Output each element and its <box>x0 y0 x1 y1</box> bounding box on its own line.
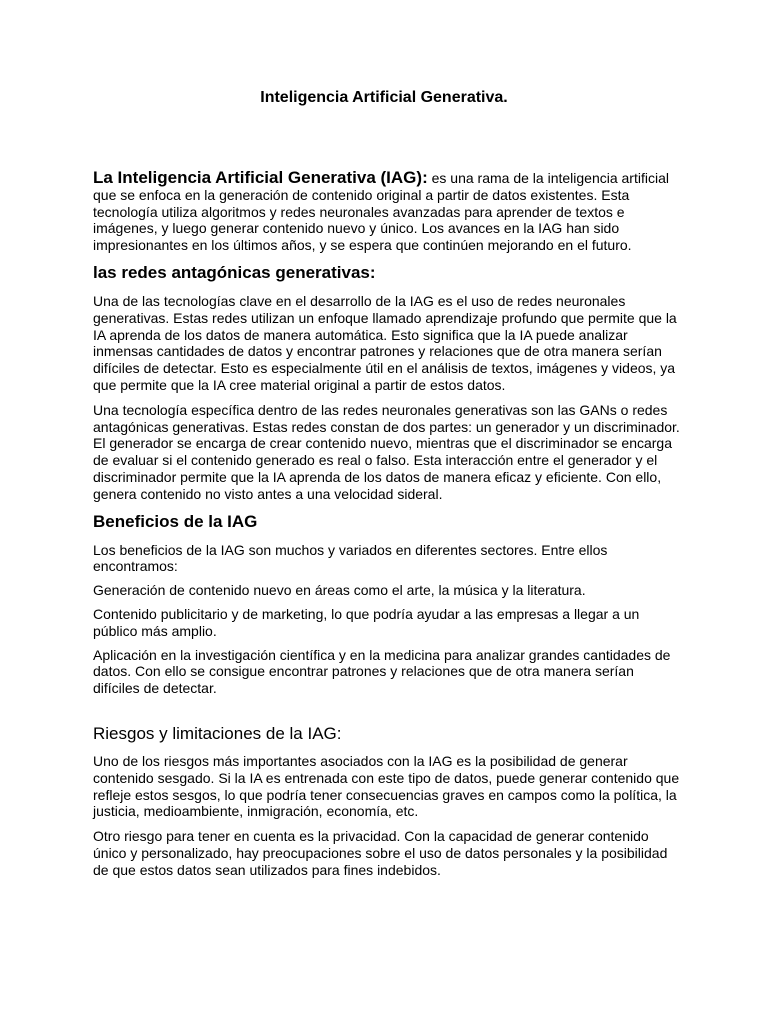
paragraph-beneficios-4: Aplicación en la investigación científica y en la medicina para analizar grandes cantidades de datos. Con ello se consigue encontrar patrones y relaciones que de otra manera serían difíciles de detectar. <box>93 646 671 697</box>
paragraph-redes-2: Una tecnología específica dentro de las redes neuronales generativas son las GANs o redes antagónicas generativas. Estas redes constan de dos partes: un generador y un discriminador. El generador se encarga de crear contenido nuevo, mientras que el discriminador se encarga de evaluar si el contenido generado es real o falso. Esta interacción entre el generador y el discriminador permite que la IA aprenda de los datos de manera eficaz y eficiente. Con ello, genera contenido no visto antes a una velocidad sideral. <box>93 401 680 502</box>
paragraph-beneficios-3: Contenido publicitario y de marketing, lo que podría ayudar a las empresas a llegar a un público más amplio. <box>93 605 640 639</box>
paragraph-redes-1: Una de las tecnologías clave en el desarrollo de la IAG es el uso de redes neuronales generativas. Estas redes utilizan un enfoque llamado aprendizaje profundo que permite que la IA aprenda de los datos de manera automática. Esto significa que la IA puede analizar inmensas cantidades de datos y encontrar patrones y relaciones que de otra manera serían difíciles de detectar. Esto es especialmente útil en el análisis de textos, imágenes y videos, ya que permite que la IA cree material original a partir de estos datos. <box>93 292 677 393</box>
intro-lead: La Inteligencia Artificial Generativa (IAG): <box>93 168 428 187</box>
intro-text: es una rama de la inteligencia artificial que se enfoca en la generación de contenido original a partir de datos existentes. Esta tecnología utiliza algoritmos y redes neuronales avanzadas para aprender de textos e imágenes, y luego generar contenido nuevo y único. Los avances en la IAG han sido impresionantes en los últimos años, y se espera que continúen mejorando en el futuro. <box>93 170 669 254</box>
paragraph-riesgos-1: Uno de los riesgos más importantes asociados con la IAG es la posibilidad de generar contenido sesgado. Si la IA es entrenada con este tipo de datos, puede generar contenido que refleje estos sesgos, lo que podría tener consecuencias graves en campos como la política, la justicia, medioambiente, inmigración, economía, etc. <box>93 752 680 820</box>
section-heading-riesgos: Riesgos y limitaciones de la IAG: <box>93 723 342 743</box>
paragraph-beneficios-2: Generación de contenido nuevo en áreas como el arte, la música y la literatura. <box>93 582 586 599</box>
section-heading-redes: las redes antagónicas generativas: <box>93 262 376 282</box>
document-body <box>93 170 683 887</box>
document-title: Inteligencia Artificial Generativa. <box>260 89 508 106</box>
intro-paragraph <box>93 170 683 254</box>
section-heading-beneficios: Beneficios de la IAG <box>93 511 258 531</box>
paragraph-beneficios-1: Los beneficios de la IAG son muchos y variados en diferentes sectores. Entre ellos encontramos: <box>93 541 608 575</box>
paragraph-riesgos-2: Otro riesgo para tener en cuenta es la privacidad. Con la capacidad de generar contenido único y personalizado, hay preocupaciones sobre el uso de datos personales y la posibilidad de que estos datos sean utilizados para fines indebidos. <box>93 828 668 878</box>
